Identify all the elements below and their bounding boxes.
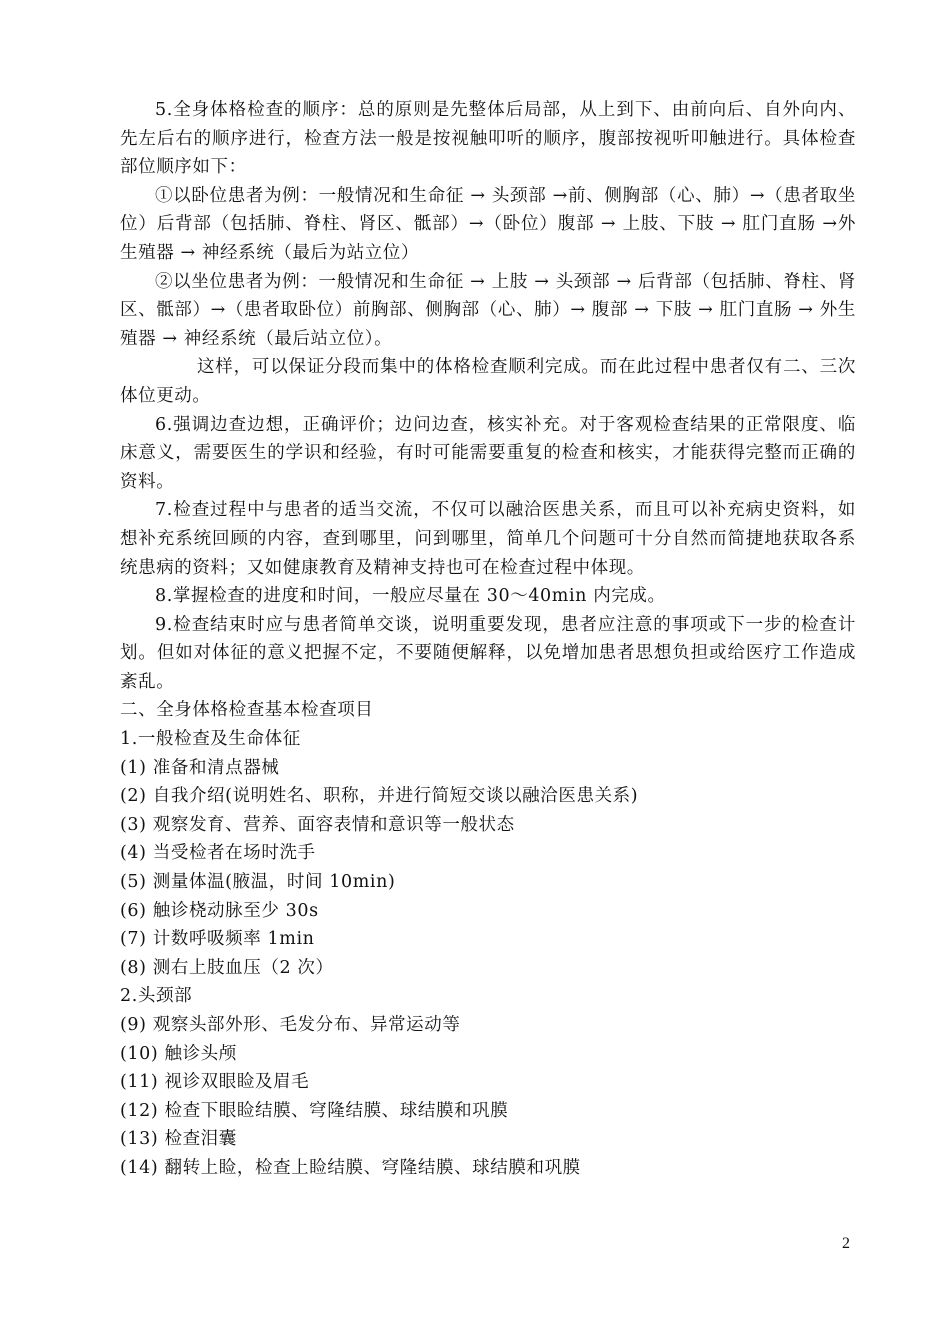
section-title: 二、全身体格检查基本检查项目: [120, 700, 374, 721]
paragraph-point-7: 7.检查过程中与患者的适当交流，不仅可以融洽医患关系，而且可以补充病史资料，如想补充系统回顾的内容，查到哪里，问到哪里，简单几个问题可十分自然而简捷地获取各系统患病的资料；又如健康教育及精神支持也可在检查过程中体现。: [120, 500, 856, 578]
paragraph-point-8: 8.掌握检查的进度和时间，一般应尽量在 30～40min 内完成。: [155, 586, 666, 607]
list-item: (2) 自我介绍(说明姓名、职称，并进行简短交谈以融洽医患关系): [120, 786, 639, 807]
paragraph-supine-order: ①以卧位患者为例：一般情况和生命征 → 头颈部 →前、侧胸部（心、肺）→（患者取坐位）后背部（包括肺、脊柱、肾区、骶部）→（卧位）腹部 → 上肢、下肢 → 肛门直肠 →外生殖器 → 神经系统（最后为站立位）: [120, 185, 856, 263]
paragraph-exam-order: 5.全身体格检查的顺序：总的原则是先整体后局部，从上到下、由前向后、自外向内、先左后右的顺序进行，检查方法一般是按视触叩听的顺序，腹部按视听叩触进行。具体检查部位顺序如下：: [120, 100, 856, 178]
list-item: (10) 触诊头颅: [120, 1043, 237, 1064]
list-item: (3) 观察发育、营养、面容表情和意识等一般状态: [120, 814, 515, 835]
list-item: (12) 检查下眼睑结膜、穹隆结膜、球结膜和巩膜: [120, 1100, 509, 1121]
list-item: (1) 准备和清点器械: [120, 757, 280, 778]
list-item: (7) 计数呼吸频率 1min: [120, 929, 315, 950]
document-body: [120, 96, 856, 1183]
subsection-title: 2.头颈部: [120, 986, 193, 1007]
paragraph-summary: 这样，可以保证分段而集中的体格检查顺利完成。而在此过程中患者仅有二、三次体位更动。: [120, 357, 856, 406]
list-item: (11) 视诊双眼睑及眉毛: [120, 1072, 310, 1093]
list-item: (4) 当受检者在场时洗手: [120, 843, 316, 864]
paragraph-point-9: 9.检查结束时应与患者简单交谈，说明重要发现，患者应注意的事项或下一步的检查计划。但如对体征的意义把握不定，不要随便解释，以免增加患者思想负担或给医疗工作造成紊乱。: [120, 614, 856, 692]
list-item: (9) 观察头部外形、毛发分布、异常运动等: [120, 1015, 461, 1035]
subsection-title: 1.一般检查及生命体征: [120, 729, 301, 750]
page-number: 2: [842, 1235, 850, 1252]
list-item: (6) 触诊桡动脉至少 30s: [120, 900, 319, 921]
list-item: (14) 翻转上睑，检查上睑结膜、穹隆结膜、球结膜和巩膜: [120, 1157, 581, 1178]
list-item: (5) 测量体温(腋温，时间 10min): [120, 872, 396, 893]
list-item: (8) 测右上肢血压（2 次）: [120, 957, 334, 978]
paragraph-sitting-order: ②以坐位患者为例：一般情况和生命征 → 上肢 → 头颈部 → 后背部（包括肺、脊柱、肾区、骶部）→（患者取卧位）前胸部、侧胸部（心、肺）→ 腹部 → 下肢 → 肛门直肠 → 外生殖器 → 神经系统（最后站立位）。: [120, 271, 856, 349]
paragraph-point-6: 6.强调边查边想，正确评价；边问边查，核实补充。对于客观检查结果的正常限度、临床意义，需要医生的学识和经验，有时可能需要重复的检查和核实，才能获得完整而正确的资料。: [120, 414, 856, 492]
list-item: (13) 检查泪囊: [120, 1129, 237, 1150]
